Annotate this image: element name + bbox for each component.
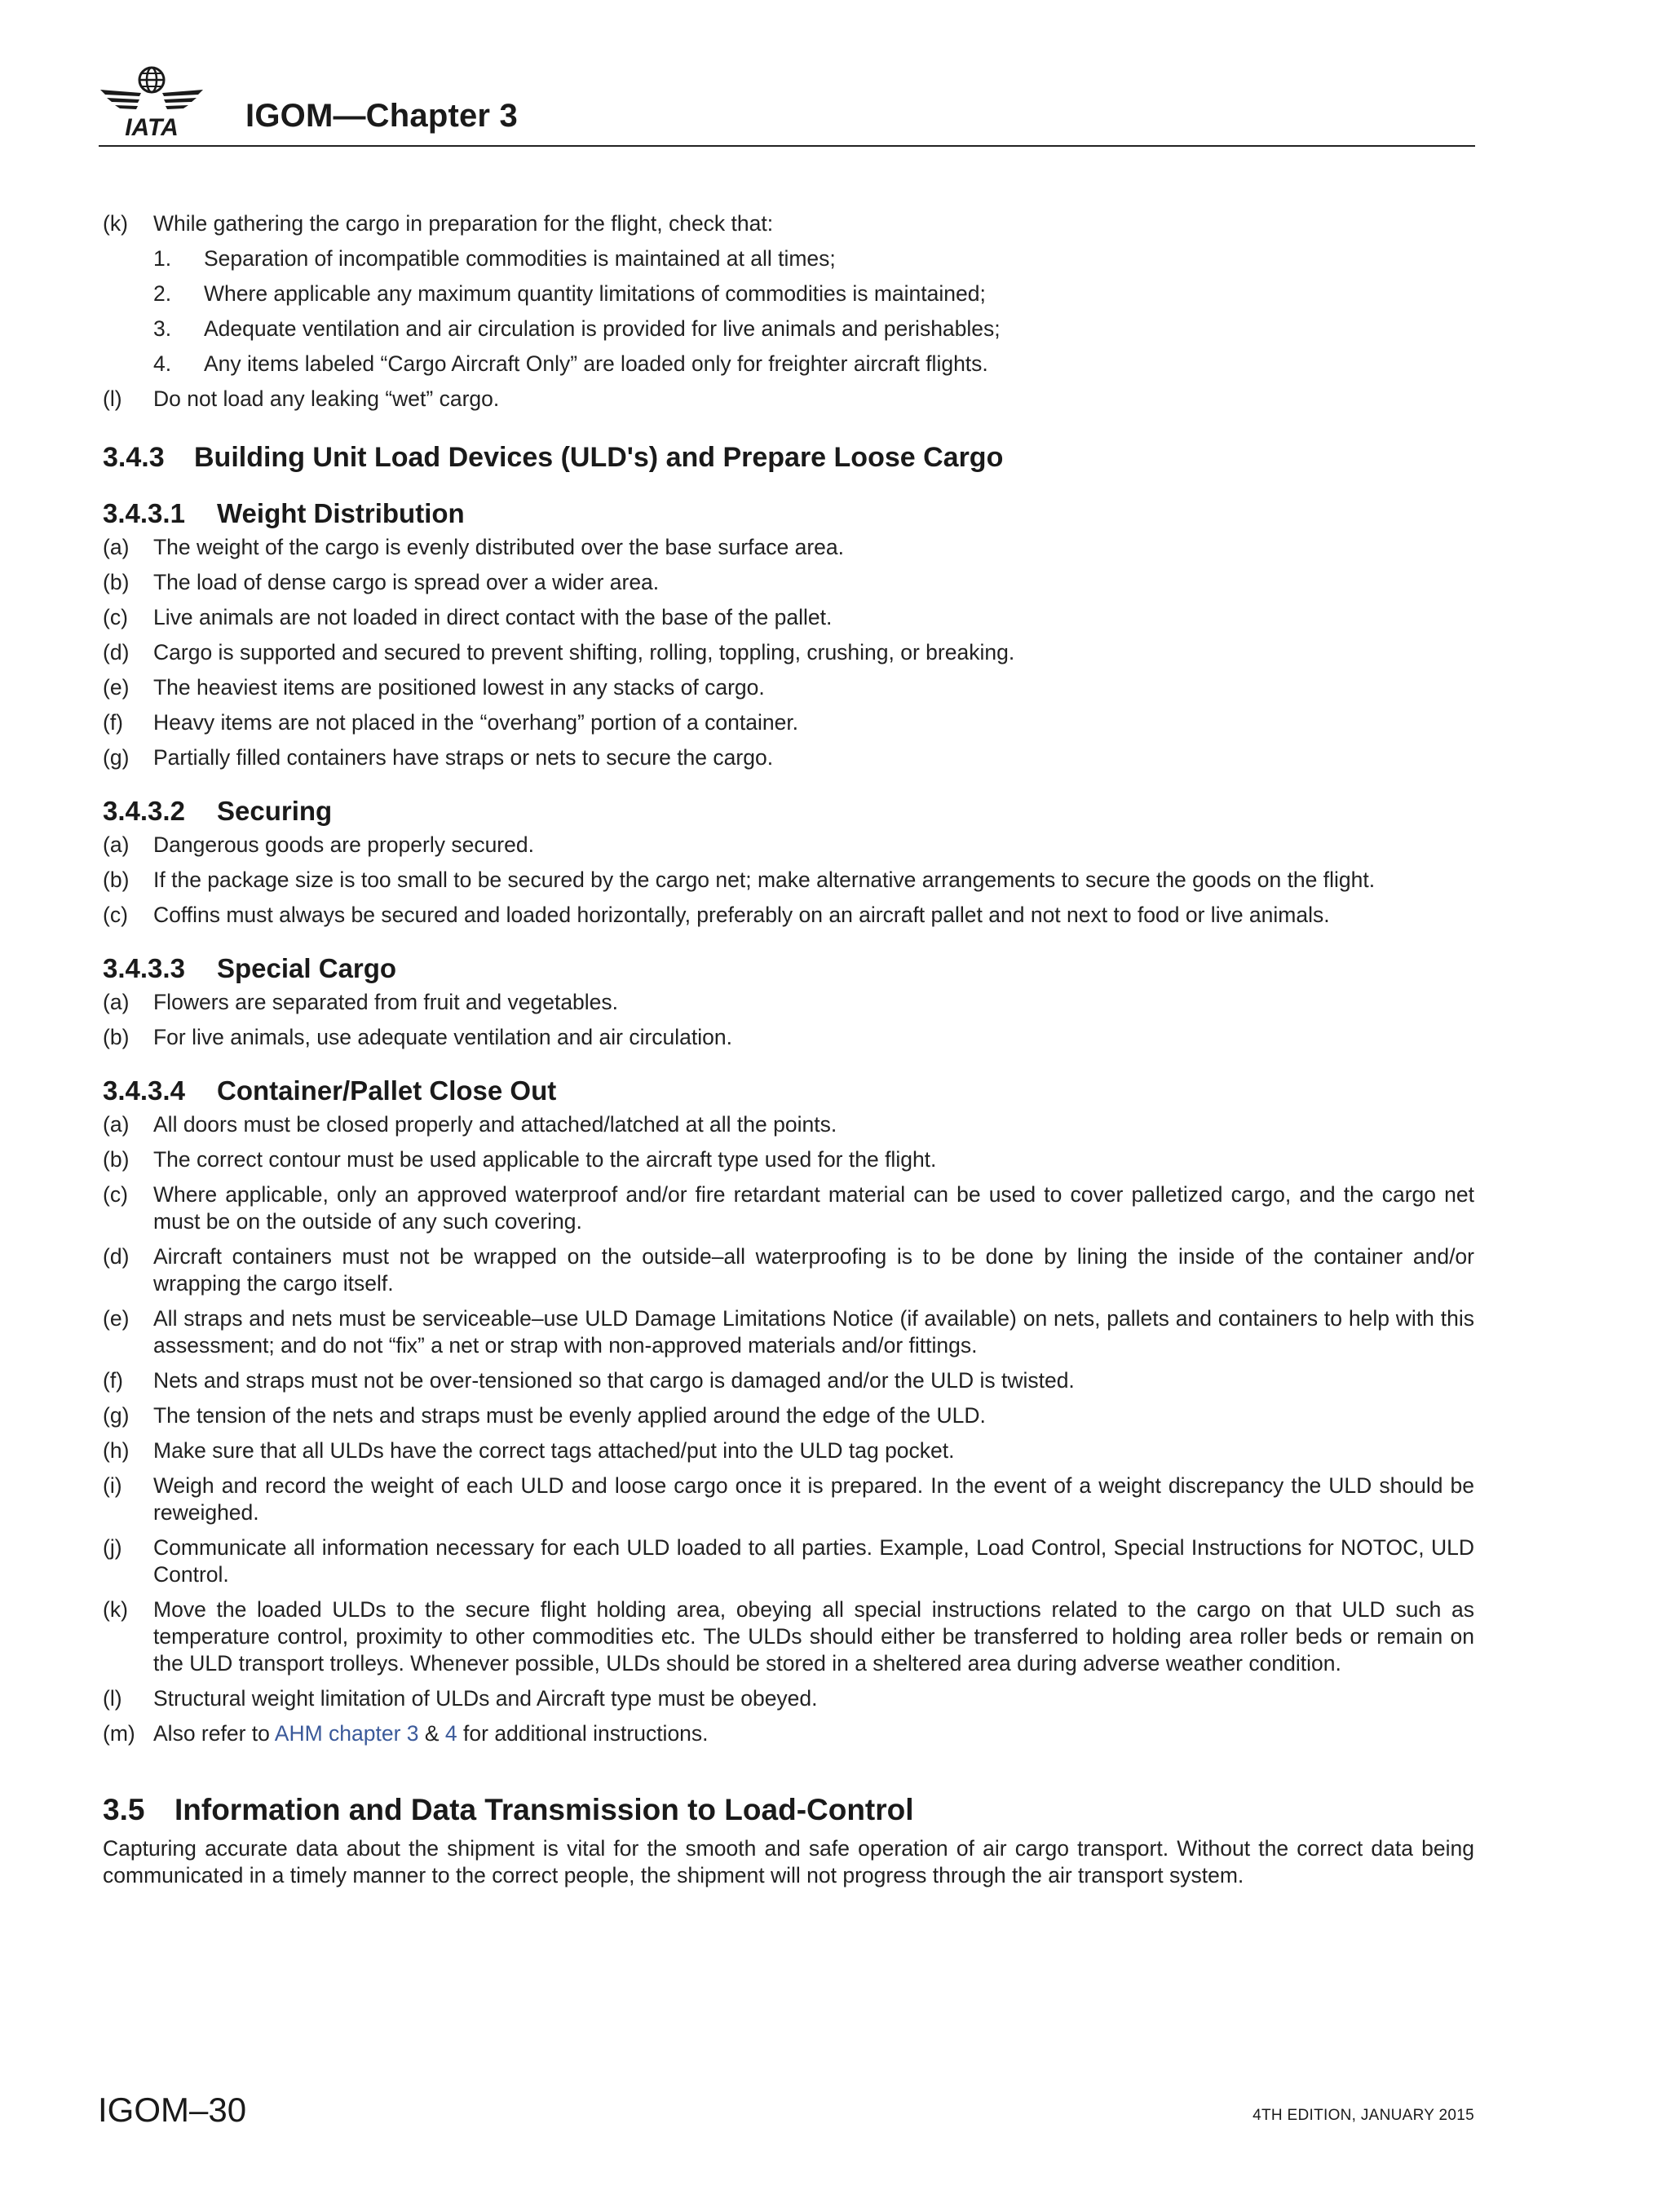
section-heading-3-5 <box>103 1793 1474 1827</box>
section-number: 3.4.3.4 <box>103 1075 185 1106</box>
item-marker: (k) <box>103 1597 128 1622</box>
list-item <box>103 1181 1474 1235</box>
ahm-chapter-3-link[interactable]: AHM chapter 3 <box>274 1721 419 1746</box>
list-item <box>103 386 1474 413</box>
item-marker: (c) <box>103 605 128 629</box>
section-title: Weight Distribution <box>217 498 465 528</box>
item-marker: (e) <box>103 1306 130 1331</box>
page-number: IGOM–30 <box>98 2091 247 2129</box>
item-text: If the package size is too small to be secured by the cargo net; make alternative arrangements to secure the goods on the flight. <box>153 868 1376 892</box>
item-marker: 4. <box>153 351 172 376</box>
list-item <box>103 569 1474 596</box>
item-text: Partially filled containers have straps or nets to secure the cargo. <box>153 745 774 770</box>
item-text: Structural weight limitation of ULDs and Aircraft type must be obeyed. <box>153 1686 818 1711</box>
page-header <box>99 57 1475 147</box>
section-heading-3-4-3-3 <box>103 953 1474 984</box>
item-marker: (b) <box>103 570 130 594</box>
section-title: Building Unit Load Devices (ULD's) and Prepare Loose Cargo <box>194 442 1004 473</box>
item-text: Where applicable any maximum quantity limitations of commodities is maintained; <box>204 281 986 306</box>
edition-label: 4TH EDITION, JANUARY 2015 <box>1252 2107 1474 2124</box>
item-marker: (a) <box>103 535 130 559</box>
item-text: Make sure that all ULDs have the correct tags attached/put into the ULD tag pocket. <box>153 1438 955 1463</box>
item-text: For live animals, use adequate ventilation and air circulation. <box>153 1025 733 1049</box>
list-item <box>103 1685 1474 1712</box>
item-marker: (e) <box>103 675 130 700</box>
list-item <box>103 210 1474 237</box>
item-text: Do not load any leaking “wet” cargo. <box>153 386 500 411</box>
item-text: The weight of the cargo is evenly distributed over the base surface area. <box>153 535 845 559</box>
iata-logo <box>99 64 205 139</box>
item-marker: (c) <box>103 1182 128 1207</box>
item-marker: (d) <box>103 640 130 664</box>
section-heading-3-4-3-2 <box>103 796 1474 827</box>
item-text: Live animals are not loaded in direct contact with the base of the pallet. <box>153 605 833 629</box>
list-item <box>103 1534 1474 1588</box>
page-content <box>103 210 1474 1889</box>
item-marker: (l) <box>103 1686 122 1711</box>
item-text: Flowers are separated from fruit and vegetables. <box>153 990 619 1014</box>
item-marker: (a) <box>103 1112 130 1137</box>
item-marker: (b) <box>103 868 130 892</box>
chapter-title: IGOM—Chapter 3 <box>245 98 518 134</box>
item-text: While gathering the cargo in preparation for the flight, check that: <box>153 211 774 236</box>
section-heading-3-4-3-4 <box>103 1075 1474 1106</box>
section-number: 3.4.3.3 <box>103 953 185 983</box>
item-text: Where applicable, only an approved waterproof and/or fire retardant material can be used to cover palletized cargo, and the cargo net must be on the outside of any such covering. <box>153 1182 1474 1234</box>
item-marker: 2. <box>153 281 172 306</box>
item-marker: (c) <box>103 903 128 927</box>
item-marker: (m) <box>103 1721 135 1746</box>
item-text: The heaviest items are positioned lowest in any stacks of cargo. <box>153 675 765 700</box>
list-item <box>103 639 1474 666</box>
sub-list-item <box>103 316 1474 342</box>
item-marker: (l) <box>103 386 122 411</box>
item-text: All doors must be closed properly and attached/latched at all the points. <box>153 1112 837 1137</box>
list-item <box>103 1437 1474 1464</box>
list-item <box>103 1720 1474 1747</box>
section-number: 3.4.3 <box>103 442 165 473</box>
item-marker: (k) <box>103 211 128 236</box>
item-marker: (f) <box>103 1368 124 1393</box>
list-item <box>103 1243 1474 1297</box>
list-item <box>103 867 1474 894</box>
list-item <box>103 1402 1474 1429</box>
header-rule <box>99 145 1475 147</box>
item-marker: (j) <box>103 1535 122 1560</box>
section-number: 3.4.3.1 <box>103 498 185 528</box>
list-item <box>103 902 1474 929</box>
item-text: Weigh and record the weight of each ULD and loose cargo once it is prepared. In the event of a weight discrepancy the ULD should be reweighed. <box>153 1473 1474 1525</box>
item-text: All straps and nets must be serviceable–use ULD Damage Limitations Notice (if available) on nets, pallets and containers to help with this assessment; and do not “fix” a net or strap with non-approved materials and/or fittings. <box>153 1306 1474 1358</box>
list-item <box>103 604 1474 631</box>
list-item <box>103 1472 1474 1526</box>
item-text: Aircraft containers must not be wrapped on the outside–all waterproofing is to be done by lining the inside of the container and/or wrapping the cargo itself. <box>153 1244 1474 1296</box>
item-marker: (g) <box>103 1403 130 1428</box>
section-paragraph: Capturing accurate data about the shipment is vital for the smooth and safe operation of air cargo transport. Without the correct data being communicated in a timely manner to the correct people, the shipment will not progress through the air transport system. <box>103 1836 1474 1887</box>
sub-list-item <box>103 280 1474 307</box>
item-text: Coffins must always be secured and loaded horizontally, preferably on an aircraft pallet and not next to food or live animals. <box>153 903 1330 927</box>
item-text: Move the loaded ULDs to the secure flight holding area, obeying all special instructions related to the cargo on that ULD such as temperature control, proximity to other commodities etc. The ULDs should either be transferred to holding area roller beds or remain on the ULD transport trolleys. Whenever possible, ULDs should be stored in a sheltered area during adverse weather condition. <box>153 1597 1474 1676</box>
list-item <box>103 744 1474 771</box>
sub-list-item <box>103 351 1474 377</box>
item-marker: (h) <box>103 1438 130 1463</box>
sub-list-item <box>103 245 1474 272</box>
list-item <box>103 989 1474 1016</box>
item-marker: (g) <box>103 745 130 770</box>
item-marker: (f) <box>103 710 124 735</box>
item-marker: (i) <box>103 1473 122 1498</box>
item-text-post: for additional instructions. <box>457 1721 709 1746</box>
item-text: Adequate ventilation and air circulation is provided for live animals and perishables; <box>204 316 1001 341</box>
item-marker: (a) <box>103 990 130 1014</box>
item-text: Separation of incompatible commodities is maintained at all times; <box>204 246 836 271</box>
item-text: Communicate all information necessary for each ULD loaded to all parties. Example, Load Control, Special Instructions for NOTOC, ULD Control. <box>153 1535 1474 1587</box>
list-item <box>103 1305 1474 1359</box>
list-item <box>103 1367 1474 1394</box>
item-text: Any items labeled “Cargo Aircraft Only” are loaded only for freighter aircraft flights. <box>204 351 988 376</box>
list-item <box>103 674 1474 701</box>
list-item <box>103 1024 1474 1051</box>
item-marker: (a) <box>103 832 130 857</box>
item-marker: 3. <box>153 316 172 341</box>
section-title: Container/Pallet Close Out <box>217 1075 557 1106</box>
section-heading-3-4-3-1 <box>103 498 1474 529</box>
item-text: The correct contour must be used applicable to the aircraft type used for the flight. <box>153 1147 937 1172</box>
item-marker: (b) <box>103 1025 130 1049</box>
list-item <box>103 534 1474 561</box>
item-text: The load of dense cargo is spread over a wider area. <box>153 570 660 594</box>
item-text: Nets and straps must not be over-tensioned so that cargo is damaged and/or the ULD is twisted. <box>153 1368 1075 1393</box>
ahm-chapter-4-link[interactable]: 4 <box>444 1721 457 1746</box>
item-marker: (b) <box>103 1147 130 1172</box>
item-marker: 1. <box>153 246 172 271</box>
section-number: 3.4.3.2 <box>103 796 185 826</box>
section-title: Information and Data Transmission to Load-Control <box>175 1793 914 1826</box>
item-marker: (d) <box>103 1244 130 1269</box>
item-text: Dangerous goods are properly secured. <box>153 832 534 857</box>
section-number: 3.5 <box>103 1793 145 1826</box>
section-title: Special Cargo <box>217 953 397 983</box>
item-text-mid: & <box>418 1721 445 1746</box>
list-item <box>103 709 1474 736</box>
item-text: The tension of the nets and straps must be evenly applied around the edge of the ULD. <box>153 1403 986 1428</box>
section-title: Securing <box>217 796 333 826</box>
item-text-pre: Also refer to <box>153 1721 275 1746</box>
iata-logo-text: IATA <box>125 114 179 139</box>
list-item <box>103 1596 1474 1677</box>
list-item <box>103 832 1474 859</box>
item-text: Heavy items are not placed in the “overhang” portion of a container. <box>153 710 799 735</box>
list-item <box>103 1146 1474 1173</box>
section-heading-3-4-3 <box>103 442 1474 474</box>
item-text: Cargo is supported and secured to prevent shifting, rolling, toppling, crushing, or breaking. <box>153 640 1015 664</box>
list-item <box>103 1111 1474 1138</box>
